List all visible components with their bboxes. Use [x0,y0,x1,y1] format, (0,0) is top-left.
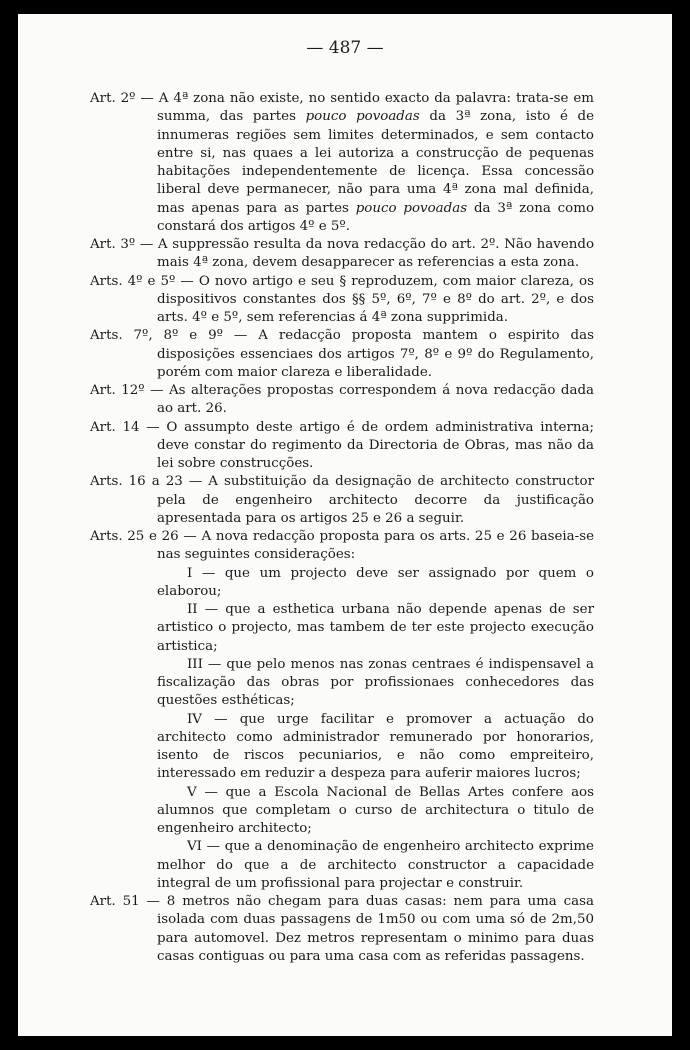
articles-4-5 [90,273,594,328]
articles-25-26 [90,528,594,565]
article-text: da 3ª zona, isto é de innumeras regiões sem limites determinados, e sem contacto entre si, nas quaes a lei autoriza a construcção de pequenas habitações independentemente de licença. Essa concessão liberal deve permanecer, não para uma 4ª zona mal definida, mas apenas para as partes [157,109,595,216]
article-text: da 3ª zona como constará dos artigos 4º e 5º. [157,200,595,234]
consideration-item: III — que pelo menos nas zonas centraes é indispensavel a fiscalização das obras por profissionaes conhecedores das questões esthéticas; [157,656,594,709]
article-label: Art. 2º [90,91,136,106]
article-label: Arts. 16 a 23 [90,474,183,490]
consideration-item: VI — que a denominação de engenheiro architecto exprime melhor do que a de architecto constructor a capacidade integral de um profissional para projectar e construir. [157,839,594,891]
article-italic: pouco povoadas [305,109,420,125]
article-text: — O novo artigo e seu § reproduzem, com maior clareza, os dispositivos constantes dos §§ 5º, 6º, 7º e 8º do art. 2º, e dos arts. 4º e 5º, sem referencias á 4ª zona supprimida. [157,273,594,325]
consideration-item: I — que um projecto deve ser assignado por quem o elaborou; [157,565,594,599]
article-label: Art. 3º [90,237,136,252]
article-text: — 8 metros não chegam para duas casas: nem para uma casa isolada com duas passagens de 1m50 ou com uma só de 2m,50 para automovel. Dez metros representam o minimo para duas casas contiguas ou para uma casa com as referidas passagens. [139,894,594,964]
article-text: — A 4ª zona não existe, no sentido exacto da palavra: trata-se em summa, das partes [135,91,594,125]
article-2 [90,90,594,236]
article-14 [90,419,594,474]
article-label: Art. 14 [90,419,140,435]
article-label: Art. 12º [90,383,145,398]
consideration-item: IV — que urge facilitar e promover a actuação do architecto como administrador remunerado por honorarios, isento de riscos pecuniarios, e não como empreiteiro, interessado em reduzir a despeza para auferir maiores lucros; [157,711,594,782]
article-italic: pouco povoadas [355,200,468,216]
article-3 [90,236,594,273]
article-text: — A substituição da designação de architecto constructor pela de engenheiro architecto decorre da justificação apresentada para os artigos 25 e 26 a seguir. [157,474,594,526]
article-text: — A redacção proposta mantem o espirito das disposições essenciaes dos artigos 7º, 8º e 9º do Regulamento, porém com maior clareza e liberalidade. [157,328,594,380]
article-label: Arts. 7º, 8º e 9º [90,328,223,344]
article-text: — O assumpto deste artigo é de ordem administrativa interna; deve constar do regimento da Directoria de Obras, mas não da lei sobre construcções. [139,419,594,471]
document-page [18,14,672,1036]
article-text: — A suppressão resulta da nova redacção do art. 2º. Não havendo mais 4ª zona, devem desapparecer as referencias a esta zona. [135,237,594,271]
articles-16-23 [90,473,594,528]
considerations-list [90,565,594,894]
articles-7-8-9 [90,327,594,382]
article-label: Arts. 4º e 5º [90,273,176,289]
article-label: Art. 51 [90,894,140,909]
article-12 [90,382,594,419]
article-text: — As alterações propostas correspondem á nova redacção dada ao art. 26. [144,383,594,417]
page-number: — 487 — [306,38,384,58]
article-51 [90,893,594,966]
document-body [90,90,594,966]
consideration-item: V — que a Escola Nacional de Bellas Artes confere aos alumnos que completam o curso de architectura o titulo de engenheiro architecto; [157,784,594,836]
consideration-item: II — que a esthetica urbana não depende apenas de ser artistico o projecto, mas tambem de ter este projecto execução artistica; [157,602,594,654]
article-label: Arts. 25 e 26 [90,529,179,544]
article-text: — A nova redacção proposta para os arts. 25 e 26 baseia-se nas seguintes considerações: [157,529,594,563]
